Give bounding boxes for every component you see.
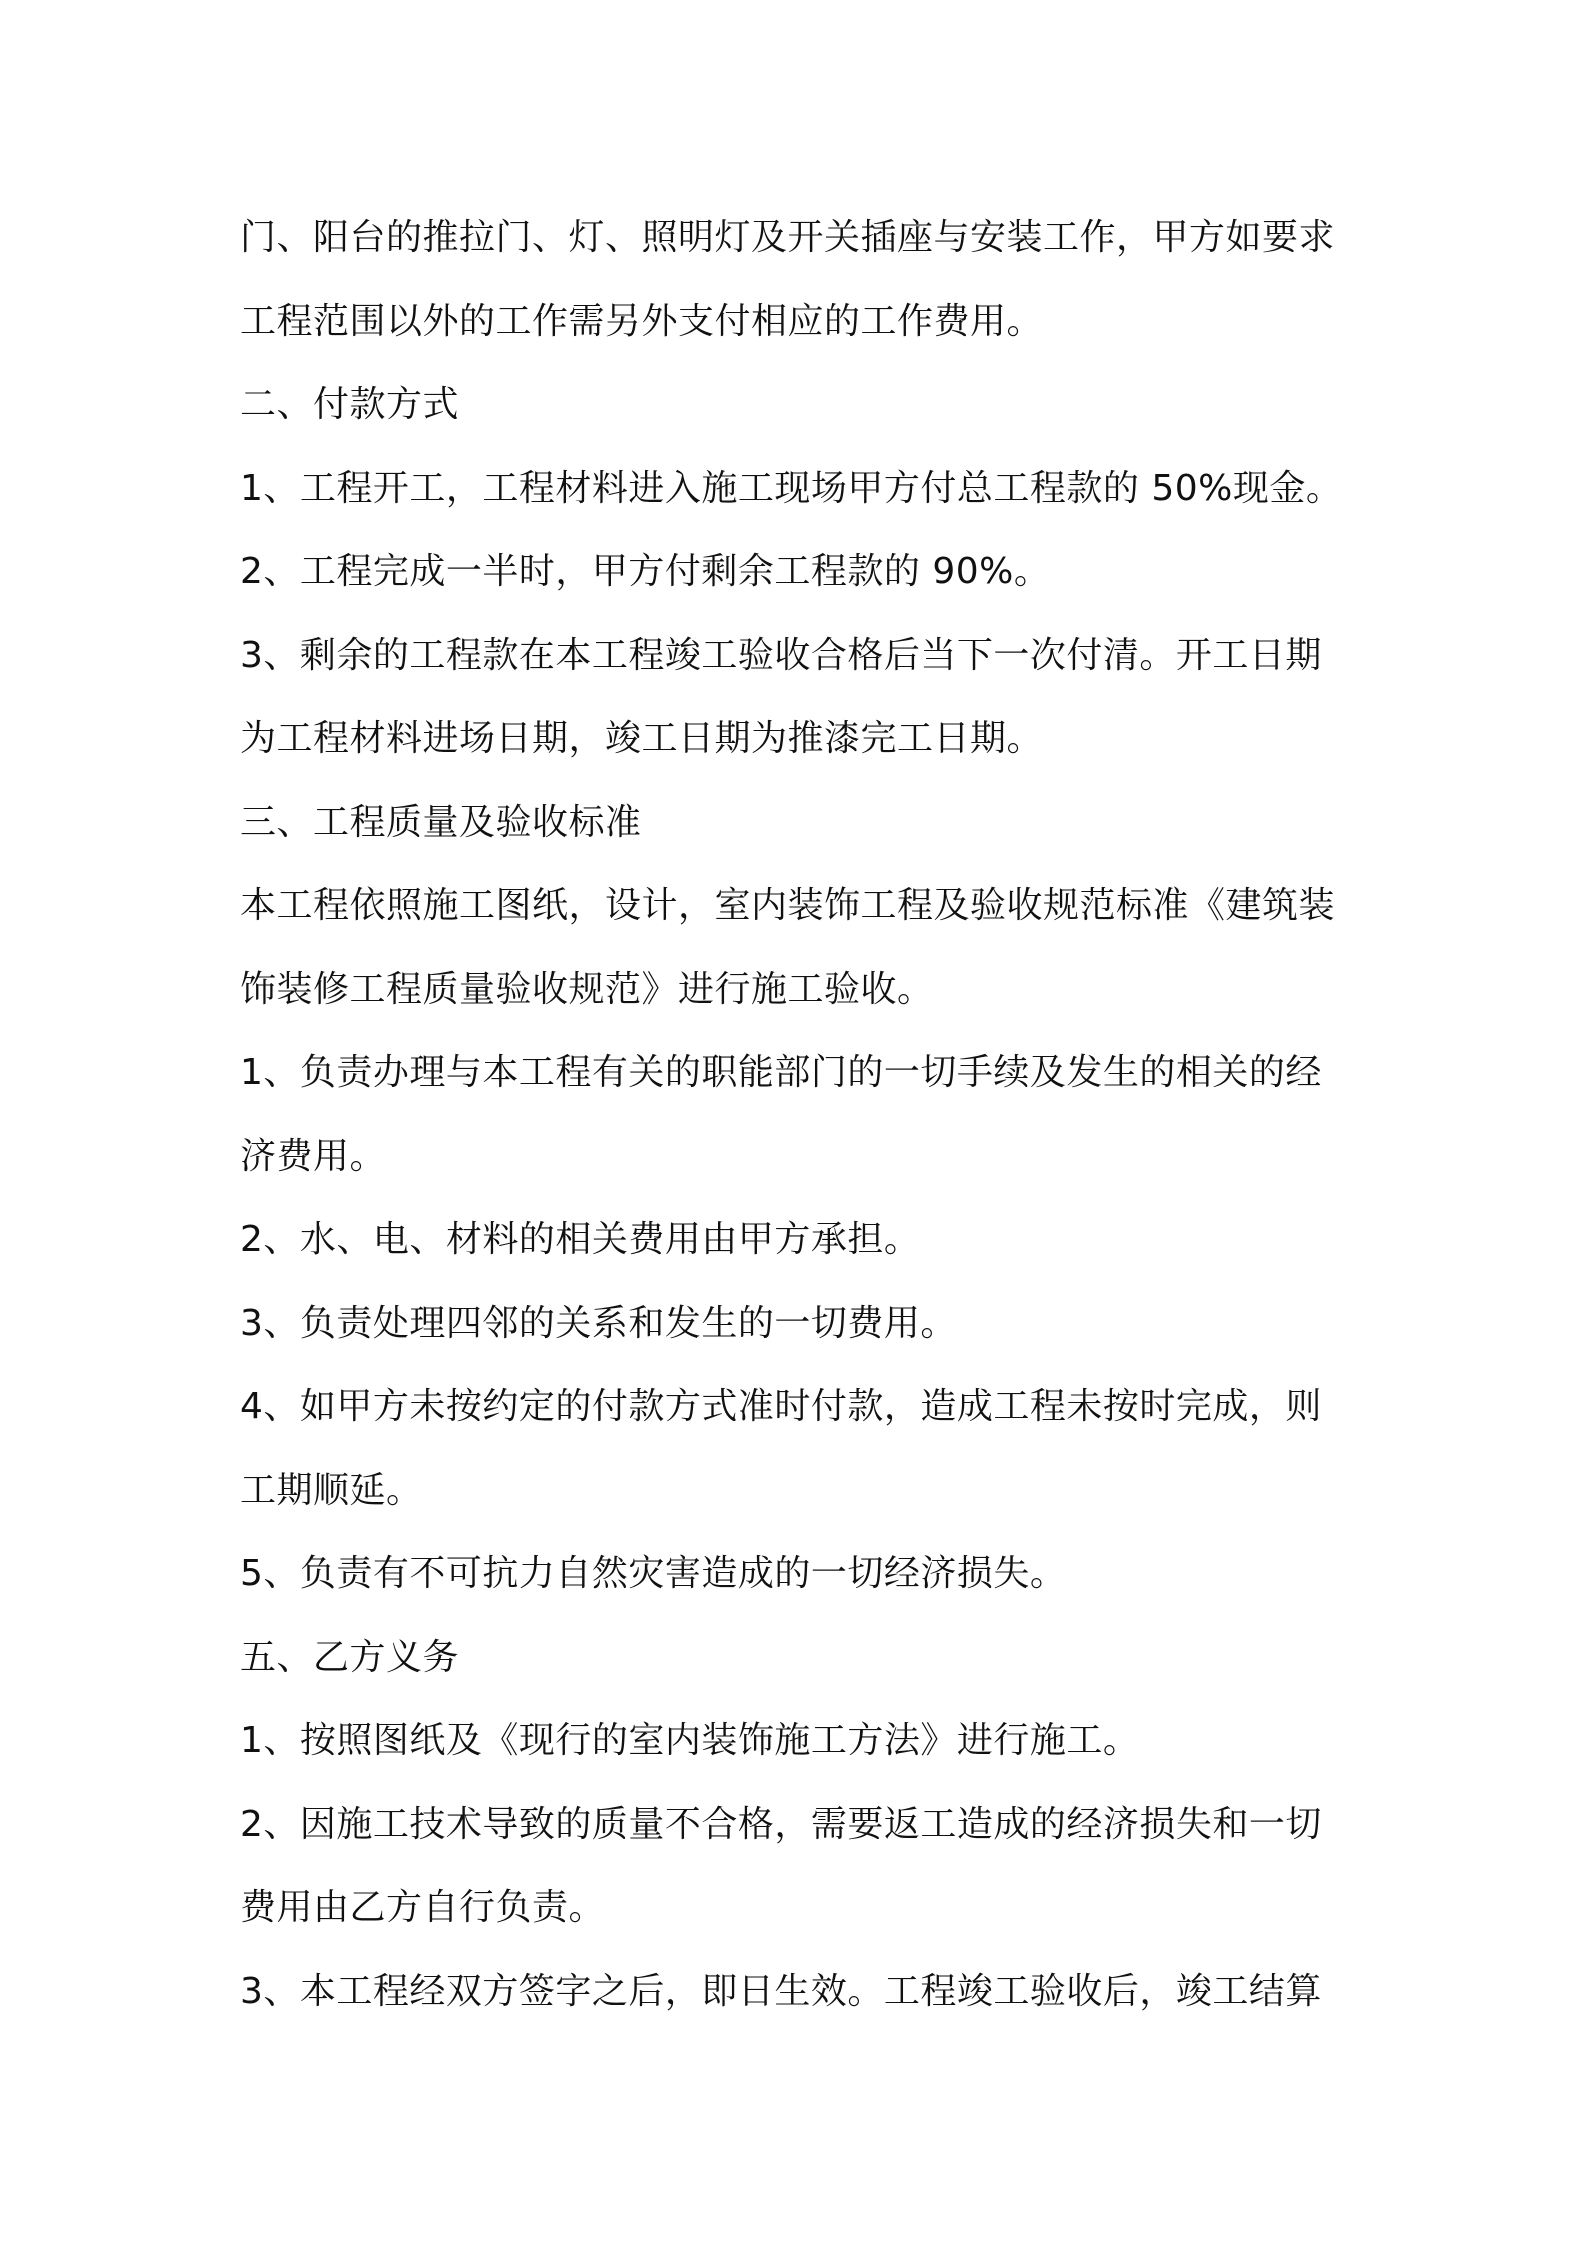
list-item: 1、按照图纸及《现行的室内装饰施工方法》进行施工。 (240, 1720, 1140, 1761)
paragraph-line: 工期顺延。 (240, 1469, 423, 1511)
list-item: 3、剩余的工程款在本工程竣工验收合格后当下一次付清。开工日期 (240, 634, 1322, 676)
list-item: 2、因施工技术导致的质量不合格，需要返工造成的经济损失和一切 (240, 1803, 1322, 1845)
paragraph-line: 饰装修工程质量验收规范》进行施工验收。 (240, 968, 934, 1010)
section-heading: 二、付款方式 (240, 384, 460, 425)
list-item: 2、水、电、材料的相关费用由甲方承担。 (240, 1219, 921, 1260)
list-item: 1、工程开工，工程材料进入施工现场甲方付总工程款的 50%现金。 (240, 467, 1343, 509)
list-item: 4、如甲方未按约定的付款方式准时付款，造成工程未按时完成，则 (240, 1386, 1322, 1427)
document-body (240, 196, 1360, 2033)
list-item: 2、工程完成一半时，甲方付剩余工程款的 90%。 (240, 551, 1051, 592)
paragraph-line: 为工程材料进场日期，竣工日期为推漆完工日期。 (240, 718, 1044, 759)
paragraph-line: 济费用。 (240, 1135, 387, 1177)
list-item: 3、本工程经双方签字之后，即日生效。工程竣工验收后，竣工结算 (240, 1970, 1322, 2012)
paragraph-line: 门、阳台的推拉门、灯、照明灯及开关插座与安装工作，甲方如要求 (240, 217, 1336, 258)
list-item: 1、负责办理与本工程有关的职能部门的一切手续及发生的相关的经 (240, 1052, 1322, 1093)
section-heading: 三、工程质量及验收标准 (240, 801, 642, 843)
list-item: 5、负责有不可抗力自然灾害造成的一切经济损失。 (240, 1553, 1067, 1594)
list-item: 3、负责处理四邻的关系和发生的一切费用。 (240, 1302, 957, 1344)
paragraph-line: 费用由乙方自行负责。 (240, 1887, 606, 1928)
paragraph-line: 本工程依照施工图纸，设计，室内装饰工程及验收规范标准《建筑装 (240, 885, 1336, 926)
paragraph-line: 工程范围以外的工作需另外支付相应的工作费用。 (240, 300, 1044, 342)
section-heading: 五、乙方义务 (240, 1636, 460, 1678)
